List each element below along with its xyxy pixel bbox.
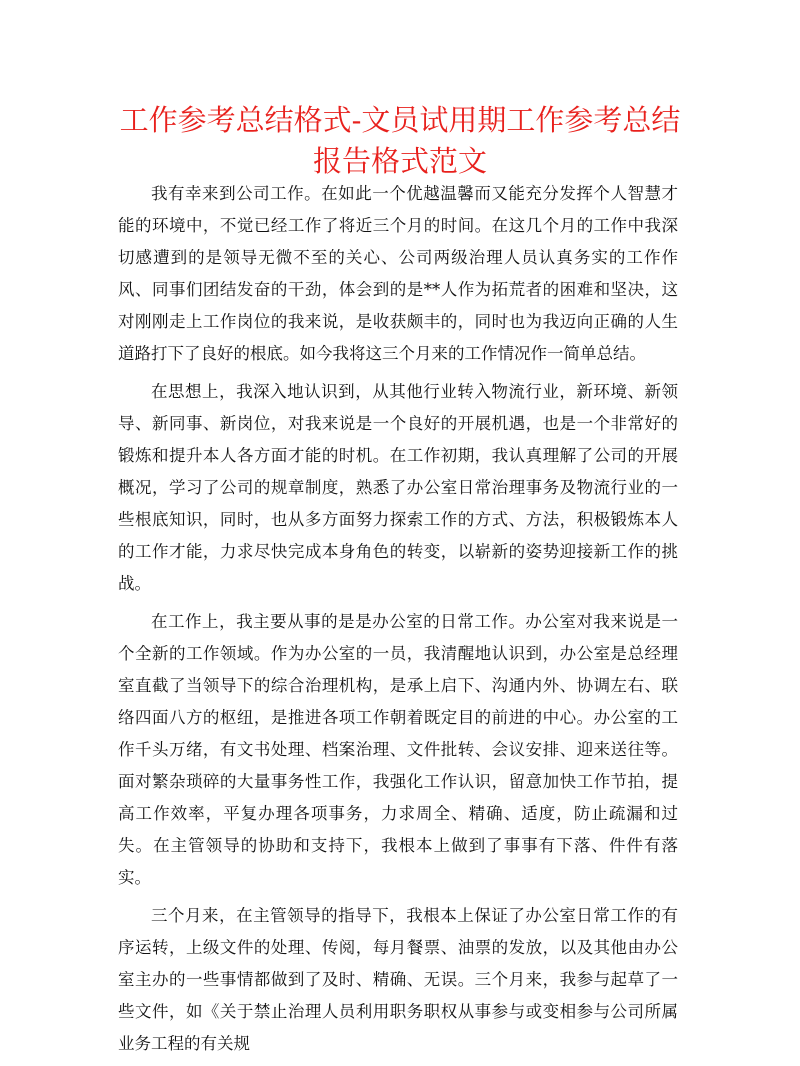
paragraph-work: 在工作上，我主要从事的是是办公室的日常工作。办公室对我来说是一个全新的工作领域。作为办公室的一员，我清醒地认识到，办公室是总经理室直截了当领导下的综合治理机构，是承上启下、沟通内外、协调左右、联络四面八方的枢纽，是推进各项工作朝着既定目的前进的中心。办公室的工作千头万绪，有文书处理、档案治理、文件批转、会议安排、迎来送往等。面对繁杂琐碎的大量事务性工作，我强化工作认识，留意加快工作节拍，提高工作效率，平复办理各项事务，力求周全、精确、适度，防止疏漏和过失。在主管领导的协助和支持下，我根本上做到了事事有下落、件件有落实。 (118, 612, 678, 887)
document-body (118, 178, 678, 1066)
paragraph-thinking: 在思想上，我深入地认识到，从其他行业转入物流行业，新环境、新领导、新同事、新岗位，对我来说是一个良好的开展机遇，也是一个非常好的锻炼和提升本人各方面才能的时机。在工作初期，我认真理解了公司的开展概况，学习了公司的规章制度，熟悉了办公室日常治理事务及物流行业的一些根底知识，同时，也从多方面努力探索工作的方式、方法，积极锻炼本人的工作才能，力求尽快完成本身角色的转变，以崭新的姿势迎接新工作的挑战。 (118, 382, 678, 593)
paragraph-intro: 我有幸来到公司工作。在如此一个优越温馨而又能充分发挥个人智慧才能的环境中，不觉已经工作了将近三个月的时间。在这几个月的工作中我深切感遭到的是领导无微不至的关心、公司两级治理人员认真务实的工作作风、同事们团结发奋的干劲，体会到的是**人作为拓荒者的困难和坚决，这对刚刚走上工作岗位的我来说，是收获颇丰的，同时也为我迈向正确的人生道路打下了良好的根底。如今我将这三个月来的工作情况作一简单总结。 (118, 184, 678, 363)
document-title: 工作参考总结格式-文员试用期工作参考总结报告格式范文 (119, 103, 681, 178)
paragraph-three-months: 三个月来，在主管领导的指导下，我根本上保证了办公室日常工作的有序运转，上级文件的处理、传阅，每月餐票、油票的发放，以及其他由办公室主办的一些事情都做到了及时、精确、无误。三个月来，我参与起草了一些文件，如《关于禁止治理人员利用职务职权从事参与或变相参与公司所属业务工程的有关规 (118, 906, 678, 1053)
